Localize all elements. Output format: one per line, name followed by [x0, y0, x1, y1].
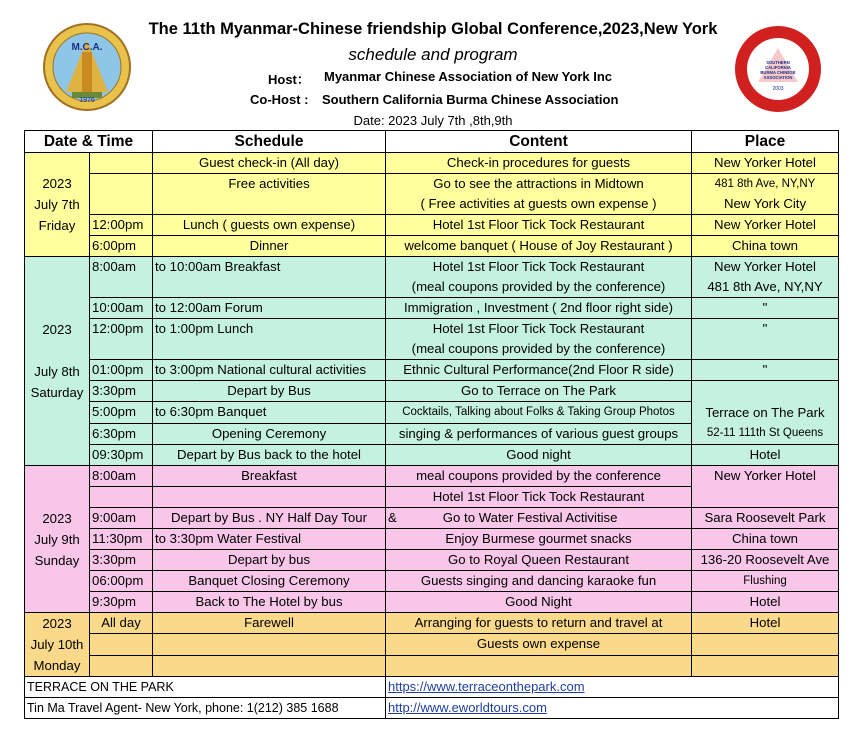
table-row: 3:30pm Depart by Bus Go to Terrace on The Park Terrace on The Park 52-11 111th St Queens — [25, 381, 839, 402]
day1-label: 2023 July 7th Friday — [25, 153, 90, 257]
col-header-place: Place — [692, 131, 839, 153]
table-row: 09:30pm Depart by Bus back to the hotel Good night Hotel — [25, 445, 839, 466]
terrace-link[interactable]: https://www.terraceonthepark.com — [386, 677, 839, 698]
svg-text:ASSOCIATION: ASSOCIATION — [763, 75, 793, 80]
table-row: 01:00pm to 3:00pm National cultural activities Ethnic Cultural Performance(2nd Floor R side) " — [25, 360, 839, 381]
table-row: 2023 July 7th Friday Guest check-in (All day) Check-in procedures for guests New Yorker Hotel — [25, 153, 839, 174]
svg-text:1976: 1976 — [79, 97, 95, 104]
cohost-value: Southern California Burma Chinese Association — [322, 92, 619, 107]
svg-text:M.C.A.: M.C.A. — [71, 42, 103, 53]
footer-label: Tin Ma Travel Agent- New York, phone: 1(212) 385 1688 — [25, 698, 386, 719]
table-row: 06:00pm Banquet Closing Ceremony Guests singing and dancing karaoke fun Flushing — [25, 571, 839, 592]
col-header-schedule: Schedule — [153, 131, 386, 153]
table-row: Free activities Go to see the attractions in Midtown 481 8th Ave, NY,NY — [25, 174, 839, 195]
table-row — [25, 655, 839, 676]
col-header-date-time: Date & Time — [25, 131, 153, 153]
table-row: 2023 July 10th Monday All day Farewell Arranging for guests to return and travel at Hotel — [25, 613, 839, 634]
scbca-logo — [732, 24, 824, 114]
table-row: 2023 July 9th Sunday 8:00am Breakfast meal coupons provided by the conference New Yorker Hotel — [25, 466, 839, 487]
table-row: 2023 July 8th Saturday 8:00am to 10:00am Breakfast Hotel 1st Floor Tick Tock Restaurant New Yorker Hotel — [25, 257, 839, 278]
table-header-row — [25, 131, 839, 153]
table-row: 9:00am Depart by Bus . NY Half Day Tour & Go to Water Festival Activitise Sara Roosevelt Park — [25, 508, 839, 529]
page-title: The 11th Myanmar-Chinese friendship Global Conference,2023,New York — [148, 20, 718, 38]
footer-row — [25, 698, 839, 719]
svg-text:CALIFORNIA: CALIFORNIA — [765, 65, 791, 70]
svg-text:SOUTHERN: SOUTHERN — [766, 60, 790, 65]
footer-row — [25, 677, 839, 698]
table-row: ( Free activities at guests own expense ) New York City — [25, 194, 839, 215]
host-value: Myanmar Chinese Association of New York Inc — [324, 69, 613, 84]
table-row: 12:00pm Lunch ( guests own expense) Hotel 1st Floor Tick Tock Restaurant New Yorker Hotel — [25, 215, 839, 236]
svg-text:2003: 2003 — [772, 86, 784, 92]
table-row: (meal coupons provided by the conference) 481 8th Ave, NY,NY — [25, 277, 839, 298]
cohost-label: Co-Host : — [250, 92, 309, 107]
page-subtitle: schedule and program — [348, 45, 518, 64]
eworldtours-link[interactable]: http://www.eworldtours.com — [386, 698, 839, 719]
host-label: Host： — [268, 72, 310, 87]
svg-text:BURMA CHINESE: BURMA CHINESE — [760, 70, 796, 75]
table-row: (meal coupons provided by the conference) — [25, 339, 839, 360]
schedule-table — [24, 130, 839, 719]
table-row: 6:30pm Opening Ceremony singing & performances of various guest groups — [25, 423, 839, 444]
footer-label: TERRACE ON THE PARK — [25, 677, 386, 698]
table-row: 6:00pm Dinner welcome banquet ( House of Joy Restaurant ) China town — [25, 236, 839, 257]
table-row: 9:30pm Back to The Hotel by bus Good Night Hotel — [25, 592, 839, 613]
table-row: 11:30pm to 3:30pm Water Festival Enjoy Burmese gourmet snacks China town — [25, 529, 839, 550]
table-row: 5:00pm to 6:30pm Banquet Cocktails, Talking about Folks & Taking Group Photos — [25, 402, 839, 423]
table-row: Hotel 1st Floor Tick Tock Restaurant — [25, 487, 839, 508]
day3-label: 2023 July 9th Sunday — [25, 466, 90, 613]
day4-label: 2023 July 10th Monday — [25, 613, 90, 677]
table-row: 10:00am to 12:00am Forum Immigration , Investment ( 2nd floor right side) " — [25, 298, 839, 319]
mca-logo — [42, 22, 132, 112]
date-line: Date: 2023 July 7th ,8th,9th — [353, 113, 513, 128]
col-header-content: Content — [386, 131, 692, 153]
table-row: 3:30pm Depart by bus Go to Royal Queen Restaurant 136-20 Roosevelt Ave — [25, 550, 839, 571]
table-row: Guests own expense — [25, 634, 839, 655]
day2-label: 2023 July 8th Saturday — [25, 257, 90, 466]
table-row: 12:00pm to 1:00pm Lunch Hotel 1st Floor Tick Tock Restaurant " — [25, 319, 839, 340]
